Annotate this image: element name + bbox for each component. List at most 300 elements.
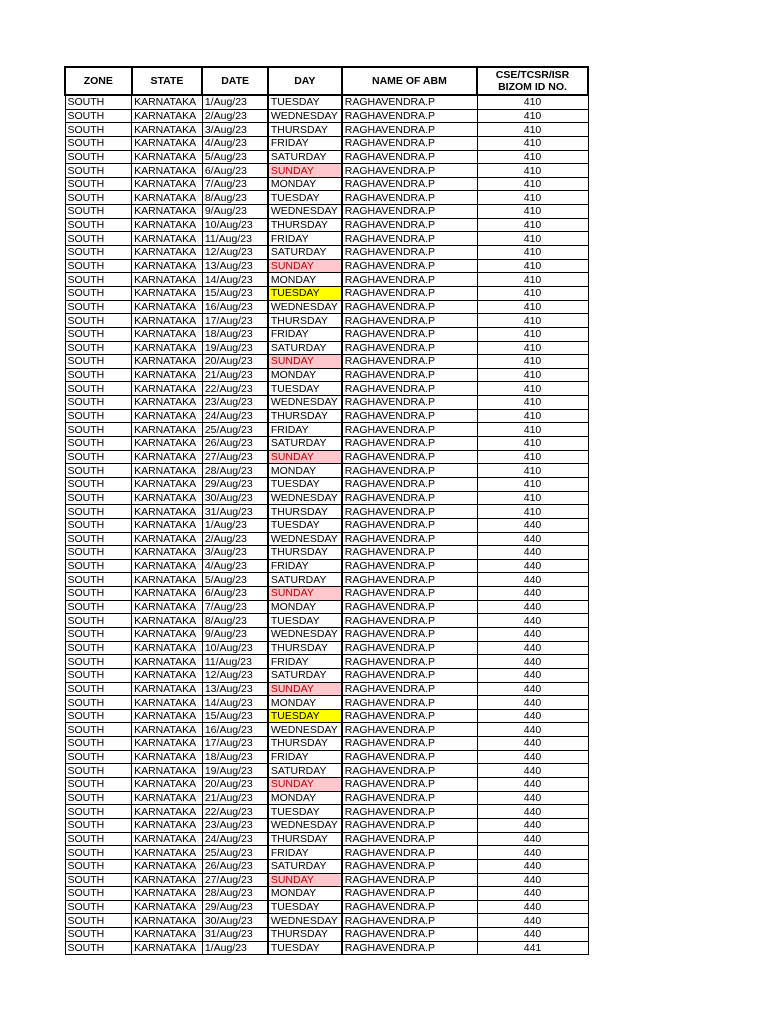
cell-day: MONDAY xyxy=(268,273,342,287)
cell-abm-name: RAGHAVENDRA.P xyxy=(342,341,477,355)
cell-bizom-id: 440 xyxy=(477,928,588,942)
cell-abm-name: RAGHAVENDRA.P xyxy=(342,368,477,382)
cell-abm-name: RAGHAVENDRA.P xyxy=(342,614,477,628)
cell-date: 6/Aug/23 xyxy=(202,587,268,601)
cell-state: KARNATAKA xyxy=(132,914,203,928)
cell-day: MONDAY xyxy=(268,368,342,382)
cell-zone: SOUTH xyxy=(65,191,132,205)
cell-day: THURSDAY xyxy=(268,546,342,560)
cell-state: KARNATAKA xyxy=(132,191,203,205)
cell-date: 11/Aug/23 xyxy=(202,655,268,669)
table-row xyxy=(65,559,588,573)
cell-date: 16/Aug/23 xyxy=(202,723,268,737)
cell-date: 19/Aug/23 xyxy=(202,764,268,778)
cell-zone: SOUTH xyxy=(65,423,132,437)
cell-state: KARNATAKA xyxy=(132,928,203,942)
cell-date: 24/Aug/23 xyxy=(202,409,268,423)
cell-day: FRIDAY xyxy=(268,136,342,150)
cell-day: FRIDAY xyxy=(268,327,342,341)
table-row xyxy=(65,859,588,873)
cell-date: 30/Aug/23 xyxy=(202,914,268,928)
cell-date: 1/Aug/23 xyxy=(202,941,268,955)
cell-day: SATURDAY xyxy=(268,341,342,355)
cell-bizom-id: 440 xyxy=(477,750,588,764)
cell-date: 25/Aug/23 xyxy=(202,423,268,437)
cell-zone: SOUTH xyxy=(65,764,132,778)
cell-day: TUESDAY xyxy=(268,941,342,955)
cell-bizom-id: 440 xyxy=(477,532,588,546)
cell-state: KARNATAKA xyxy=(132,709,203,723)
table-row xyxy=(65,518,588,532)
cell-date: 7/Aug/23 xyxy=(202,177,268,191)
cell-state: KARNATAKA xyxy=(132,218,203,232)
cell-day: WEDNESDAY xyxy=(268,914,342,928)
cell-zone: SOUTH xyxy=(65,164,132,178)
cell-bizom-id: 410 xyxy=(477,341,588,355)
table-row xyxy=(65,505,588,519)
cell-abm-name: RAGHAVENDRA.P xyxy=(342,437,477,451)
cell-abm-name: RAGHAVENDRA.P xyxy=(342,805,477,819)
cell-state: KARNATAKA xyxy=(132,682,203,696)
cell-state: KARNATAKA xyxy=(132,341,203,355)
cell-day: FRIDAY xyxy=(268,559,342,573)
cell-state: KARNATAKA xyxy=(132,150,203,164)
cell-bizom-id: 440 xyxy=(477,737,588,751)
cell-day: SUNDAY xyxy=(268,164,342,178)
cell-bizom-id: 440 xyxy=(477,805,588,819)
cell-day: TUESDAY xyxy=(268,518,342,532)
cell-day: WEDNESDAY xyxy=(268,818,342,832)
cell-day: FRIDAY xyxy=(268,232,342,246)
cell-bizom-id: 440 xyxy=(477,709,588,723)
cell-date: 1/Aug/23 xyxy=(202,518,268,532)
cell-abm-name: RAGHAVENDRA.P xyxy=(342,887,477,901)
cell-date: 28/Aug/23 xyxy=(202,464,268,478)
cell-state: KARNATAKA xyxy=(132,300,203,314)
cell-abm-name: RAGHAVENDRA.P xyxy=(342,859,477,873)
cell-day: WEDNESDAY xyxy=(268,109,342,123)
cell-abm-name: RAGHAVENDRA.P xyxy=(342,491,477,505)
table-row xyxy=(65,286,588,300)
table-row xyxy=(65,259,588,273)
cell-bizom-id: 440 xyxy=(477,914,588,928)
cell-day: TUESDAY xyxy=(268,477,342,491)
table-row xyxy=(65,382,588,396)
cell-date: 16/Aug/23 xyxy=(202,300,268,314)
header-date: DATE xyxy=(202,67,268,95)
header-row xyxy=(65,67,588,95)
cell-date: 8/Aug/23 xyxy=(202,191,268,205)
cell-abm-name: RAGHAVENDRA.P xyxy=(342,723,477,737)
cell-date: 19/Aug/23 xyxy=(202,341,268,355)
table-row xyxy=(65,327,588,341)
cell-date: 20/Aug/23 xyxy=(202,355,268,369)
cell-state: KARNATAKA xyxy=(132,450,203,464)
cell-date: 26/Aug/23 xyxy=(202,437,268,451)
table-row xyxy=(65,300,588,314)
table-body xyxy=(65,95,588,955)
cell-bizom-id: 410 xyxy=(477,491,588,505)
cell-zone: SOUTH xyxy=(65,832,132,846)
cell-state: KARNATAKA xyxy=(132,327,203,341)
cell-day: SUNDAY xyxy=(268,778,342,792)
header-bizom-id: CSE/TCSR/ISR BIZOM ID NO. xyxy=(477,67,588,95)
cell-day: TUESDAY xyxy=(268,900,342,914)
cell-date: 13/Aug/23 xyxy=(202,682,268,696)
cell-abm-name: RAGHAVENDRA.P xyxy=(342,273,477,287)
cell-bizom-id: 410 xyxy=(477,273,588,287)
cell-bizom-id: 410 xyxy=(477,177,588,191)
cell-day: WEDNESDAY xyxy=(268,491,342,505)
cell-state: KARNATAKA xyxy=(132,873,203,887)
cell-state: KARNATAKA xyxy=(132,805,203,819)
table-row xyxy=(65,177,588,191)
cell-state: KARNATAKA xyxy=(132,423,203,437)
table-row xyxy=(65,477,588,491)
cell-zone: SOUTH xyxy=(65,273,132,287)
table-row xyxy=(65,832,588,846)
cell-zone: SOUTH xyxy=(65,491,132,505)
cell-state: KARNATAKA xyxy=(132,791,203,805)
cell-zone: SOUTH xyxy=(65,382,132,396)
cell-zone: SOUTH xyxy=(65,873,132,887)
cell-state: KARNATAKA xyxy=(132,655,203,669)
cell-date: 3/Aug/23 xyxy=(202,123,268,137)
cell-date: 24/Aug/23 xyxy=(202,832,268,846)
table-row xyxy=(65,682,588,696)
cell-day: WEDNESDAY xyxy=(268,532,342,546)
cell-state: KARNATAKA xyxy=(132,900,203,914)
cell-date: 2/Aug/23 xyxy=(202,109,268,123)
cell-state: KARNATAKA xyxy=(132,136,203,150)
cell-zone: SOUTH xyxy=(65,327,132,341)
table-row xyxy=(65,873,588,887)
cell-day: SATURDAY xyxy=(268,150,342,164)
cell-date: 5/Aug/23 xyxy=(202,573,268,587)
cell-day: MONDAY xyxy=(268,177,342,191)
cell-zone: SOUTH xyxy=(65,791,132,805)
cell-abm-name: RAGHAVENDRA.P xyxy=(342,750,477,764)
cell-state: KARNATAKA xyxy=(132,832,203,846)
cell-zone: SOUTH xyxy=(65,900,132,914)
table-row xyxy=(65,641,588,655)
cell-date: 1/Aug/23 xyxy=(202,95,268,109)
cell-abm-name: RAGHAVENDRA.P xyxy=(342,709,477,723)
cell-day: THURSDAY xyxy=(268,832,342,846)
cell-bizom-id: 440 xyxy=(477,900,588,914)
table-row xyxy=(65,846,588,860)
cell-zone: SOUTH xyxy=(65,709,132,723)
table-row xyxy=(65,368,588,382)
cell-abm-name: RAGHAVENDRA.P xyxy=(342,396,477,410)
cell-zone: SOUTH xyxy=(65,941,132,955)
cell-state: KARNATAKA xyxy=(132,573,203,587)
cell-state: KARNATAKA xyxy=(132,437,203,451)
cell-zone: SOUTH xyxy=(65,655,132,669)
cell-abm-name: RAGHAVENDRA.P xyxy=(342,532,477,546)
table-row xyxy=(65,587,588,601)
cell-zone: SOUTH xyxy=(65,450,132,464)
cell-bizom-id: 410 xyxy=(477,409,588,423)
cell-bizom-id: 410 xyxy=(477,327,588,341)
cell-date: 29/Aug/23 xyxy=(202,900,268,914)
cell-date: 13/Aug/23 xyxy=(202,259,268,273)
table-header xyxy=(65,67,588,95)
cell-bizom-id: 440 xyxy=(477,641,588,655)
cell-date: 31/Aug/23 xyxy=(202,928,268,942)
cell-zone: SOUTH xyxy=(65,396,132,410)
cell-zone: SOUTH xyxy=(65,559,132,573)
cell-zone: SOUTH xyxy=(65,641,132,655)
table-row xyxy=(65,409,588,423)
header-day: DAY xyxy=(268,67,342,95)
cell-abm-name: RAGHAVENDRA.P xyxy=(342,791,477,805)
cell-bizom-id: 440 xyxy=(477,518,588,532)
cell-date: 21/Aug/23 xyxy=(202,368,268,382)
cell-state: KARNATAKA xyxy=(132,177,203,191)
cell-day: TUESDAY xyxy=(268,805,342,819)
table-row xyxy=(65,546,588,560)
cell-bizom-id: 410 xyxy=(477,355,588,369)
cell-bizom-id: 440 xyxy=(477,832,588,846)
cell-abm-name: RAGHAVENDRA.P xyxy=(342,450,477,464)
cell-day: TUESDAY xyxy=(268,709,342,723)
cell-day: THURSDAY xyxy=(268,314,342,328)
cell-bizom-id: 440 xyxy=(477,573,588,587)
table-row xyxy=(65,218,588,232)
cell-state: KARNATAKA xyxy=(132,696,203,710)
cell-day: SATURDAY xyxy=(268,437,342,451)
cell-abm-name: RAGHAVENDRA.P xyxy=(342,928,477,942)
cell-bizom-id: 440 xyxy=(477,614,588,628)
cell-day: THURSDAY xyxy=(268,505,342,519)
cell-bizom-id: 440 xyxy=(477,559,588,573)
cell-zone: SOUTH xyxy=(65,123,132,137)
cell-day: SUNDAY xyxy=(268,682,342,696)
cell-bizom-id: 440 xyxy=(477,696,588,710)
cell-zone: SOUTH xyxy=(65,614,132,628)
cell-zone: SOUTH xyxy=(65,859,132,873)
cell-bizom-id: 410 xyxy=(477,191,588,205)
cell-state: KARNATAKA xyxy=(132,314,203,328)
cell-zone: SOUTH xyxy=(65,887,132,901)
cell-bizom-id: 440 xyxy=(477,778,588,792)
schedule-table xyxy=(64,66,589,955)
cell-bizom-id: 410 xyxy=(477,232,588,246)
cell-date: 15/Aug/23 xyxy=(202,286,268,300)
cell-state: KARNATAKA xyxy=(132,396,203,410)
cell-zone: SOUTH xyxy=(65,341,132,355)
table-row xyxy=(65,655,588,669)
cell-bizom-id: 410 xyxy=(477,123,588,137)
cell-day: MONDAY xyxy=(268,600,342,614)
table-row xyxy=(65,123,588,137)
cell-zone: SOUTH xyxy=(65,668,132,682)
cell-date: 25/Aug/23 xyxy=(202,846,268,860)
cell-date: 9/Aug/23 xyxy=(202,205,268,219)
cell-state: KARNATAKA xyxy=(132,123,203,137)
cell-zone: SOUTH xyxy=(65,627,132,641)
cell-bizom-id: 410 xyxy=(477,109,588,123)
cell-bizom-id: 440 xyxy=(477,859,588,873)
cell-zone: SOUTH xyxy=(65,928,132,942)
cell-date: 18/Aug/23 xyxy=(202,327,268,341)
cell-bizom-id: 440 xyxy=(477,873,588,887)
cell-date: 23/Aug/23 xyxy=(202,818,268,832)
cell-day: THURSDAY xyxy=(268,123,342,137)
cell-bizom-id: 440 xyxy=(477,791,588,805)
cell-date: 29/Aug/23 xyxy=(202,477,268,491)
cell-zone: SOUTH xyxy=(65,573,132,587)
cell-date: 14/Aug/23 xyxy=(202,273,268,287)
cell-state: KARNATAKA xyxy=(132,668,203,682)
cell-abm-name: RAGHAVENDRA.P xyxy=(342,696,477,710)
cell-zone: SOUTH xyxy=(65,750,132,764)
cell-zone: SOUTH xyxy=(65,95,132,109)
cell-bizom-id: 410 xyxy=(477,368,588,382)
cell-abm-name: RAGHAVENDRA.P xyxy=(342,232,477,246)
cell-bizom-id: 440 xyxy=(477,818,588,832)
cell-abm-name: RAGHAVENDRA.P xyxy=(342,464,477,478)
table-row xyxy=(65,314,588,328)
cell-state: KARNATAKA xyxy=(132,464,203,478)
cell-state: KARNATAKA xyxy=(132,205,203,219)
cell-bizom-id: 410 xyxy=(477,437,588,451)
cell-abm-name: RAGHAVENDRA.P xyxy=(342,641,477,655)
cell-bizom-id: 410 xyxy=(477,150,588,164)
table-row xyxy=(65,232,588,246)
cell-day: FRIDAY xyxy=(268,423,342,437)
cell-date: 9/Aug/23 xyxy=(202,627,268,641)
cell-date: 3/Aug/23 xyxy=(202,546,268,560)
cell-zone: SOUTH xyxy=(65,368,132,382)
cell-bizom-id: 440 xyxy=(477,764,588,778)
table-row xyxy=(65,355,588,369)
cell-zone: SOUTH xyxy=(65,177,132,191)
cell-zone: SOUTH xyxy=(65,109,132,123)
table-row xyxy=(65,696,588,710)
cell-bizom-id: 440 xyxy=(477,627,588,641)
cell-day: TUESDAY xyxy=(268,614,342,628)
cell-abm-name: RAGHAVENDRA.P xyxy=(342,778,477,792)
cell-date: 12/Aug/23 xyxy=(202,668,268,682)
table-row xyxy=(65,928,588,942)
cell-zone: SOUTH xyxy=(65,300,132,314)
cell-state: KARNATAKA xyxy=(132,505,203,519)
cell-day: SUNDAY xyxy=(268,587,342,601)
cell-abm-name: RAGHAVENDRA.P xyxy=(342,109,477,123)
cell-day: TUESDAY xyxy=(268,382,342,396)
cell-state: KARNATAKA xyxy=(132,368,203,382)
cell-abm-name: RAGHAVENDRA.P xyxy=(342,546,477,560)
cell-abm-name: RAGHAVENDRA.P xyxy=(342,286,477,300)
cell-zone: SOUTH xyxy=(65,464,132,478)
cell-abm-name: RAGHAVENDRA.P xyxy=(342,832,477,846)
table-row xyxy=(65,205,588,219)
cell-state: KARNATAKA xyxy=(132,164,203,178)
cell-bizom-id: 440 xyxy=(477,668,588,682)
cell-day: SATURDAY xyxy=(268,246,342,260)
cell-abm-name: RAGHAVENDRA.P xyxy=(342,300,477,314)
cell-date: 4/Aug/23 xyxy=(202,136,268,150)
cell-abm-name: RAGHAVENDRA.P xyxy=(342,423,477,437)
cell-abm-name: RAGHAVENDRA.P xyxy=(342,150,477,164)
cell-abm-name: RAGHAVENDRA.P xyxy=(342,941,477,955)
cell-state: KARNATAKA xyxy=(132,627,203,641)
cell-abm-name: RAGHAVENDRA.P xyxy=(342,573,477,587)
cell-day: MONDAY xyxy=(268,887,342,901)
cell-date: 14/Aug/23 xyxy=(202,696,268,710)
cell-date: 10/Aug/23 xyxy=(202,641,268,655)
cell-date: 11/Aug/23 xyxy=(202,232,268,246)
cell-state: KARNATAKA xyxy=(132,286,203,300)
table-row xyxy=(65,532,588,546)
cell-state: KARNATAKA xyxy=(132,355,203,369)
cell-date: 31/Aug/23 xyxy=(202,505,268,519)
cell-zone: SOUTH xyxy=(65,518,132,532)
cell-state: KARNATAKA xyxy=(132,532,203,546)
cell-date: 21/Aug/23 xyxy=(202,791,268,805)
table-row xyxy=(65,450,588,464)
cell-state: KARNATAKA xyxy=(132,95,203,109)
cell-zone: SOUTH xyxy=(65,723,132,737)
cell-zone: SOUTH xyxy=(65,205,132,219)
cell-date: 12/Aug/23 xyxy=(202,246,268,260)
table-row xyxy=(65,246,588,260)
table-row xyxy=(65,723,588,737)
table-row xyxy=(65,136,588,150)
cell-state: KARNATAKA xyxy=(132,382,203,396)
cell-day: WEDNESDAY xyxy=(268,723,342,737)
cell-day: SATURDAY xyxy=(268,668,342,682)
cell-bizom-id: 410 xyxy=(477,259,588,273)
cell-state: KARNATAKA xyxy=(132,259,203,273)
cell-zone: SOUTH xyxy=(65,818,132,832)
cell-state: KARNATAKA xyxy=(132,409,203,423)
table-row xyxy=(65,668,588,682)
table-row xyxy=(65,464,588,478)
cell-state: KARNATAKA xyxy=(132,614,203,628)
cell-bizom-id: 410 xyxy=(477,477,588,491)
cell-abm-name: RAGHAVENDRA.P xyxy=(342,587,477,601)
table-row xyxy=(65,600,588,614)
cell-day: SUNDAY xyxy=(268,873,342,887)
cell-day: FRIDAY xyxy=(268,750,342,764)
cell-state: KARNATAKA xyxy=(132,750,203,764)
table-row xyxy=(65,191,588,205)
cell-state: KARNATAKA xyxy=(132,559,203,573)
table-row xyxy=(65,764,588,778)
cell-state: KARNATAKA xyxy=(132,600,203,614)
table-row xyxy=(65,778,588,792)
table-row xyxy=(65,573,588,587)
table-row xyxy=(65,614,588,628)
cell-date: 15/Aug/23 xyxy=(202,709,268,723)
cell-zone: SOUTH xyxy=(65,587,132,601)
table-row xyxy=(65,341,588,355)
cell-abm-name: RAGHAVENDRA.P xyxy=(342,505,477,519)
cell-abm-name: RAGHAVENDRA.P xyxy=(342,559,477,573)
cell-date: 27/Aug/23 xyxy=(202,873,268,887)
cell-bizom-id: 440 xyxy=(477,887,588,901)
cell-date: 22/Aug/23 xyxy=(202,382,268,396)
cell-zone: SOUTH xyxy=(65,355,132,369)
cell-abm-name: RAGHAVENDRA.P xyxy=(342,682,477,696)
cell-bizom-id: 440 xyxy=(477,846,588,860)
cell-state: KARNATAKA xyxy=(132,518,203,532)
cell-abm-name: RAGHAVENDRA.P xyxy=(342,668,477,682)
cell-day: WEDNESDAY xyxy=(268,205,342,219)
